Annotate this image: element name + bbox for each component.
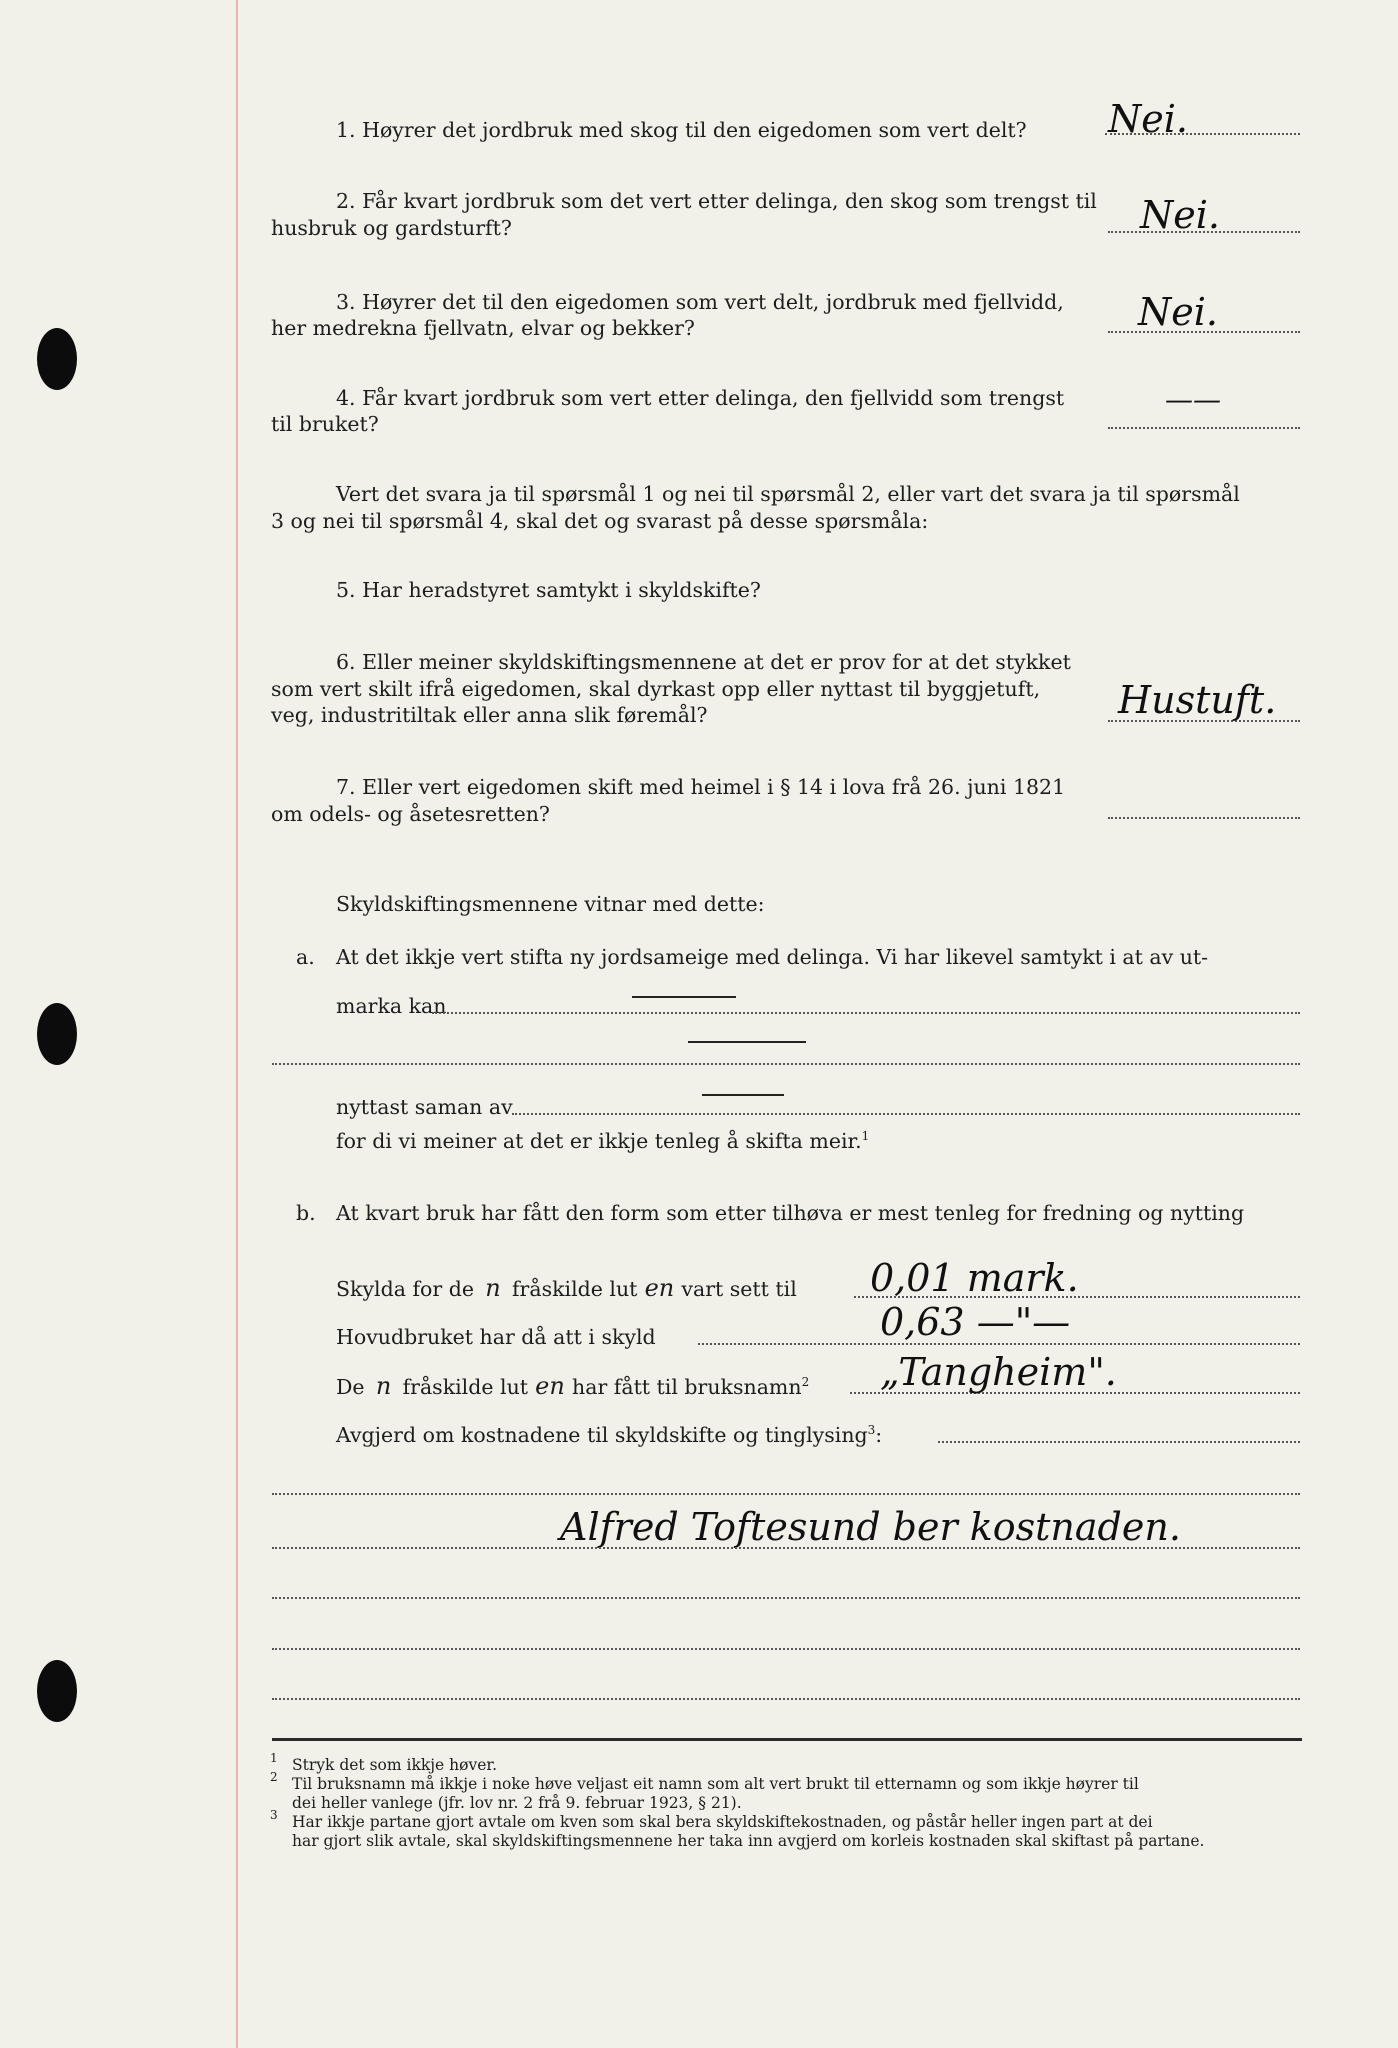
- question-1: 1. Høyrer det jordbruk med skog til den eigedomen som vert delt?: [336, 118, 1027, 142]
- section-a-line-3: nyttast saman av: [336, 1095, 513, 1119]
- section-b-label: b.: [296, 1201, 316, 1225]
- section-a-line-2: marka kan: [336, 994, 447, 1018]
- footnote-2-number: 2: [270, 1769, 278, 1784]
- section-a-line-1: At det ikkje vert stifta ny jordsameige med delinga. Vi har likevel samtykt i at av ut-: [336, 945, 1209, 969]
- question-2-line-2: husbruk og gardsturft?: [271, 216, 512, 240]
- strike-dash: [702, 1094, 784, 1096]
- punch-hole: [37, 328, 77, 390]
- footnote-1: Stryk det som ikkje høver.: [292, 1756, 498, 1774]
- footnote-rule: [272, 1738, 1302, 1741]
- answer-3: Nei.: [1138, 290, 1218, 334]
- utmark-line: [432, 1012, 1300, 1014]
- section-a-line-4: for di vi meiner at det er ikkje tenleg å skifta meir.$^1$: [336, 1129, 870, 1153]
- footnote-3-line-2: har gjort slik avtale, skal skyldskiftingsmennene her taka inn avgjerd om korleis kostnaden skal skiftast på partane.: [292, 1832, 1205, 1850]
- testimony-heading: Skyldskiftingsmennene vitnar med dette:: [336, 892, 765, 916]
- hovudbruk-value: 0,63 —"—: [880, 1300, 1071, 1344]
- answer-1: Nei.: [1108, 97, 1188, 141]
- cost-note-line: [272, 1547, 1300, 1549]
- question-6-line-3: veg, industritiltak eller anna slik føremål?: [271, 703, 708, 727]
- question-2-line-1: 2. Får kvart jordbruk som det vert etter delinga, den skog som trengst til: [336, 189, 1097, 213]
- footnote-2-line-1: Til bruksnamn må ikkje i noke høve veljast eit namn som alt vert brukt til etternamn og som ikkje høyrer til: [292, 1775, 1139, 1793]
- nyttast-line: [512, 1113, 1300, 1115]
- footnote-3-line-1: Har ikkje partane gjort avtale om kven som skal bera skyldskiftekostnaden, og påstår heller ingen part at dei: [292, 1813, 1153, 1831]
- answer-line-7: [1108, 817, 1300, 819]
- answer-line-4: [1108, 427, 1300, 429]
- question-3-line-2: her medrekna fjellvatn, elvar og bekker?: [271, 316, 695, 340]
- utmark-line-2: [272, 1063, 1300, 1065]
- skyld-line-4: Avgjerd om kostnadene til skyldskifte og tinglysing$^3$:: [336, 1423, 883, 1447]
- blank-line: [272, 1698, 1300, 1700]
- blank-line: [272, 1648, 1300, 1650]
- blank-line: [272, 1493, 1300, 1495]
- strike-dash: [632, 996, 736, 998]
- margin-line: [236, 0, 238, 2048]
- footnote-3-number: 3: [270, 1807, 278, 1822]
- question-3-line-1: 3. Høyrer det til den eigedomen som vert delt, jordbruk med fjellvidd,: [336, 290, 1064, 314]
- skyld-line-2: Hovudbruket har då att i skyld: [336, 1325, 656, 1349]
- question-4-line-1: 4. Får kvart jordbruk som vert etter delinga, den fjellvidd som trengst: [336, 386, 1065, 410]
- question-4-line-2: til bruket?: [271, 412, 379, 436]
- answer-6: Hustuft.: [1118, 678, 1277, 722]
- skyld-line-1: Skylda for de n fråskilde lut en vart sett til: [336, 1274, 797, 1302]
- strike-dash: [688, 1041, 806, 1043]
- question-6-line-2: som vert skilt ifrå eigedomen, skal dyrkast opp eller nyttast til byggjetuft,: [271, 677, 1041, 701]
- blank-line: [272, 1597, 1300, 1599]
- question-7-line-2: om odels- og åsetesretten?: [271, 802, 550, 826]
- skyld-value: 0,01 mark.: [870, 1256, 1079, 1300]
- answer-2: Nei.: [1140, 193, 1220, 237]
- punch-hole: [37, 1003, 77, 1065]
- punch-hole: [37, 1660, 77, 1722]
- section-b-line-1: At kvart bruk har fått den form som etter tilhøva er mest tenleg for fredning og nytting: [336, 1201, 1245, 1225]
- avgjerd-line: [938, 1441, 1300, 1443]
- footnote-2-line-2: dei heller vanlege (jfr. lov nr. 2 frå 9. februar 1923, § 21).: [292, 1794, 742, 1812]
- intro-line-1: Vert det svara ja til spørsmål 1 og nei til spørsmål 2, eller vart det svara ja til spørsmål: [336, 482, 1240, 506]
- skyld-line-3: De n fråskilde lut en har fått til bruksnamn$^2$: [336, 1372, 810, 1400]
- bruksnamn-value: „Tangheim".: [880, 1350, 1117, 1394]
- question-7-line-1: 7. Eller vert eigedomen skift med heimel i § 14 i lova frå 26. juni 1821: [336, 775, 1066, 799]
- section-a-label: a.: [296, 945, 315, 969]
- answer-4: ——: [1165, 383, 1221, 416]
- question-6-line-1: 6. Eller meiner skyldskiftingsmennene at det er prov for at det stykket: [336, 650, 1071, 674]
- cost-note: Alfred Toftesund ber kostnaden.: [560, 1505, 1181, 1549]
- question-5: 5. Har heradstyret samtykt i skyldskifte?: [336, 578, 761, 602]
- intro-line-2: 3 og nei til spørsmål 4, skal det og svarast på desse spørsmåla:: [271, 509, 929, 533]
- footnote-1-number: 1: [270, 1750, 278, 1765]
